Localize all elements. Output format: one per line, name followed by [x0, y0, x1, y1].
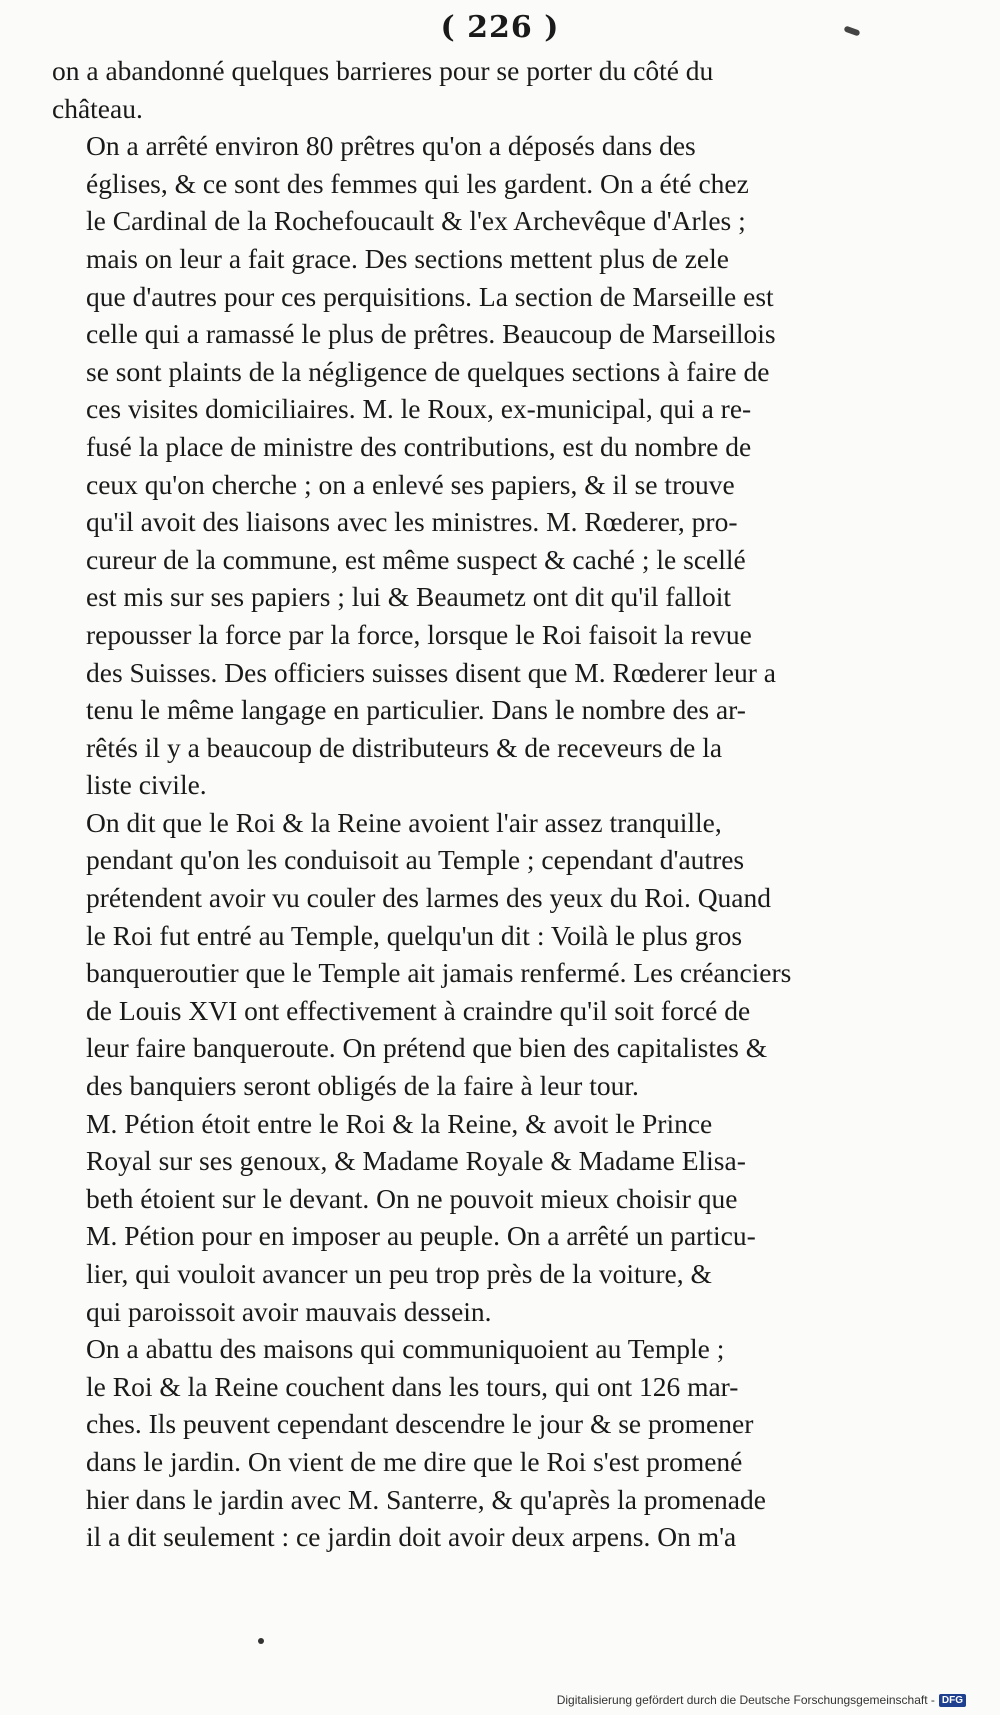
text-line: rêtés il y a beaucoup de distributeurs & de receveurs de la: [86, 731, 723, 763]
text-line: banqueroutier que le Temple ait jamais renfermé. Les créanciers: [86, 957, 792, 989]
text-line: château.: [52, 92, 143, 124]
text-line: cureur de la commune, est même suspect & caché ; le scellé: [86, 543, 746, 575]
body-text: [52, 52, 932, 1556]
text-line: qui paroissoit avoir mauvais dessein.: [86, 1295, 492, 1327]
text-line: leur faire banqueroute. On prétend que bien des capitalistes &: [86, 1032, 768, 1064]
text-line: Royal sur ses genoux, & Madame Royale & Madame Elisa-: [86, 1145, 746, 1177]
paragraph: [52, 1330, 932, 1556]
paragraph: [52, 127, 932, 804]
text-line: prétendent avoir vu couler des larmes des yeux du Roi. Quand: [86, 882, 772, 914]
dfg-logo-icon: DFG: [939, 1694, 966, 1707]
text-line: ches. Ils peuvent cependant descendre le jour & se promener: [86, 1408, 754, 1440]
text-line: églises, & ce sont des femmes qui les gardent. On a été chez: [86, 167, 749, 199]
text-line: hier dans le jardin avec M. Santerre, & qu'après la promenade: [86, 1483, 766, 1515]
text-line: on a abandonné quelques barrieres pour se porter du côté du: [52, 55, 714, 86]
text-line: se sont plaints de la négligence de quelques sections à faire de: [86, 355, 770, 387]
text-line: fusé la place de ministre des contributions, est du nombre de: [86, 430, 752, 462]
text-line: pendant qu'on les conduisoit au Temple ; cependant d'autres: [86, 844, 745, 876]
page-number: ( 226 ): [440, 10, 560, 45]
text-line: le Roi fut entré au Temple, quelqu'un dit : Voilà le plus gros: [86, 919, 743, 951]
text-line: lier, qui vouloit avancer un peu trop près de la voiture, &: [86, 1258, 712, 1289]
text-line: le Cardinal de la Rochefoucault & l'ex Archevêque d'Arles ;: [86, 205, 746, 237]
digitization-credit: [557, 1693, 966, 1707]
text-line: des Suisses. Des officiers suisses disent que M. Rœderer leur a: [86, 656, 776, 688]
ink-dot: [258, 1638, 264, 1644]
text-line: beth étoient sur le devant. On ne pouvoit mieux choisir que: [86, 1182, 738, 1214]
text-line: de Louis XVI ont effectivement à craindre qu'il soit forcé de: [86, 994, 751, 1026]
text-line: On a abattu des maisons qui communiquoient au Temple ;: [86, 1333, 725, 1365]
paragraph: [52, 1105, 932, 1331]
text-line: il a dit seulement : ce jardin doit avoir deux arpens. On m'a: [86, 1521, 737, 1553]
text-line: des banquiers seront obligés de la faire à leur tour.: [86, 1070, 639, 1102]
paragraph: [52, 804, 932, 1105]
text-line: ceux qu'on cherche ; on a enlevé ses papiers, & il se trouve: [86, 468, 735, 500]
text-line: repousser la force par la force, lorsque le Roi faisoit la revue: [86, 618, 752, 650]
text-line: celle qui a ramassé le plus de prêtres. Beaucoup de Marseillois: [86, 318, 776, 350]
text-line: que d'autres pour ces perquisitions. La section de Marseille est: [86, 280, 774, 312]
text-line: M. Pétion pour en imposer au peuple. On a arrêté un particu-: [86, 1220, 756, 1252]
text-line: liste civile.: [86, 769, 207, 801]
text-line: mais on leur a fait grace. Des sections mettent plus de zele: [86, 242, 729, 274]
text-line: On a arrêté environ 80 prêtres qu'on a déposés dans des: [86, 130, 696, 162]
text-line: dans le jardin. On vient de me dire que le Roi s'est promené: [86, 1445, 743, 1477]
text-line: M. Pétion étoit entre le Roi & la Reine, & avoit le Prince: [86, 1107, 713, 1139]
text-line: ces visites domiciliaires. M. le Roux, ex-municipal, qui a re-: [86, 393, 752, 425]
paragraph: [52, 52, 932, 127]
text-line: On dit que le Roi & la Reine avoient l'air assez tranquille,: [86, 806, 722, 838]
credit-text: Digitalisierung gefördert durch die Deutsche Forschungsgemeinschaft -: [556, 1693, 935, 1707]
text-line: tenu le même langage en particulier. Dans le nombre des ar-: [86, 694, 746, 726]
text-line: est mis sur ses papiers ; lui & Beaumetz ont dit qu'il falloit: [86, 581, 732, 613]
text-line: le Roi & la Reine couchent dans les tours, qui ont 126 mar-: [86, 1370, 739, 1402]
text-line: qu'il avoit des liaisons avec les ministres. M. Rœderer, pro-: [86, 506, 738, 538]
